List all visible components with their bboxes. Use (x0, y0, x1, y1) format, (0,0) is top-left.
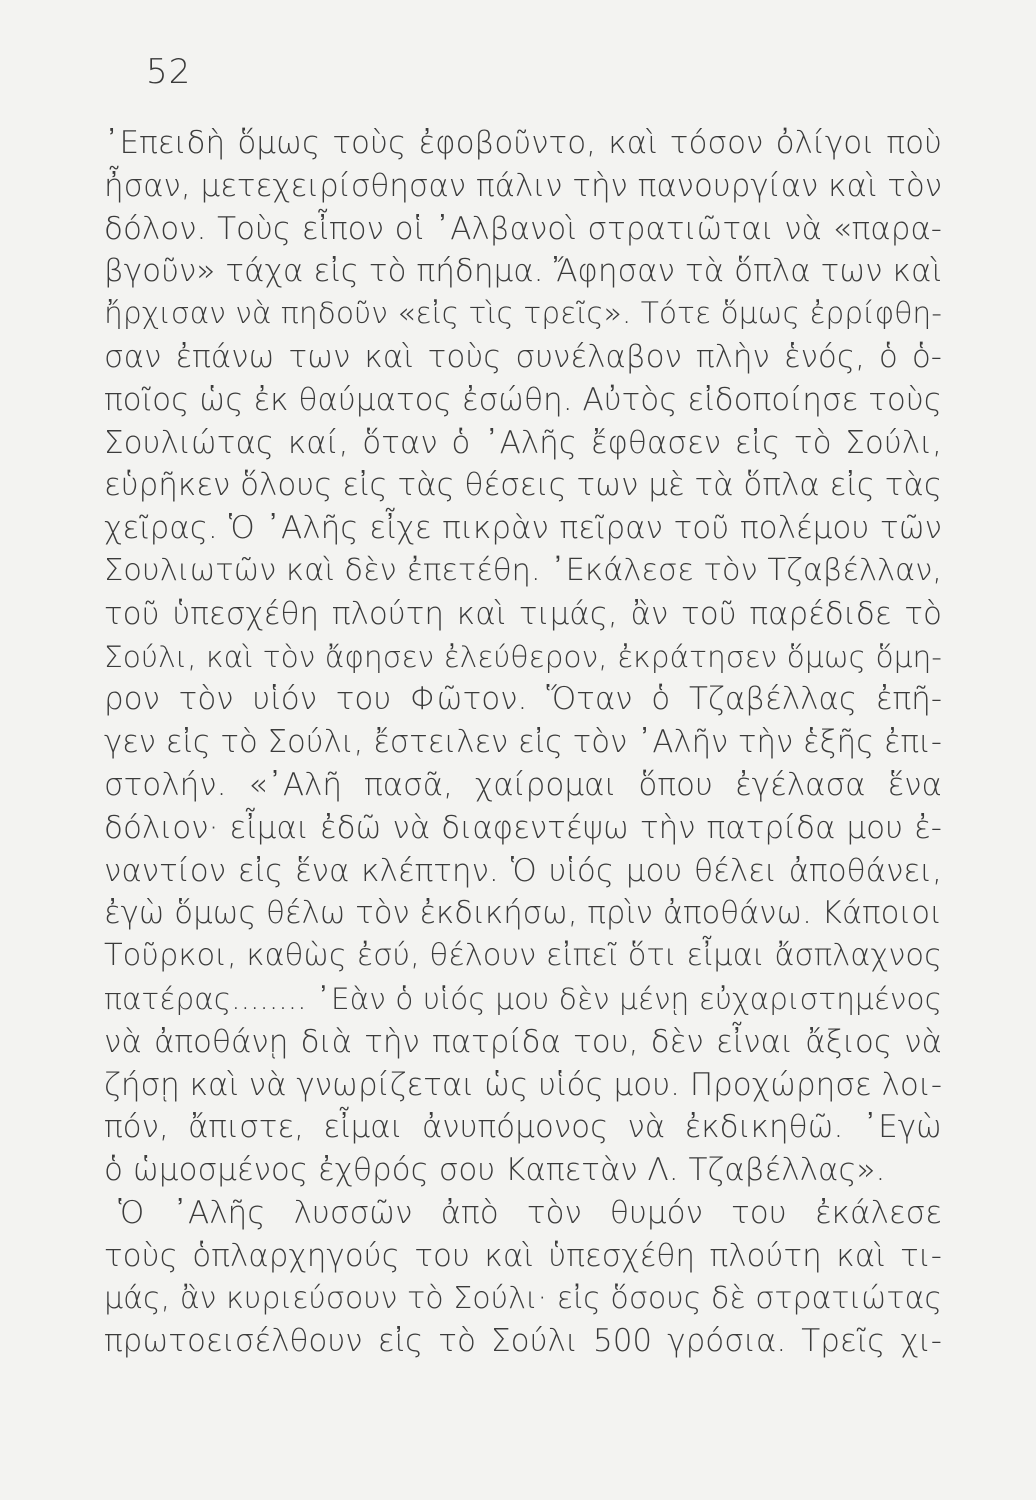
text-line: πόν, ἄπιστε, εἶμαι ἀνυπόμονος νὰ ἐκδικηθῶ. ᾿Εγὼ (104, 1109, 942, 1146)
text-line: ρον τὸν υἱόν του Φῶτον. Ὅταν ὁ Τζαβέλλας ἐπῆ- (104, 681, 942, 718)
text-line-paragraph-start: Ὁ ᾿Αλῆς λυσσῶν ἀπὸ τὸν θυμόν του ἐκάλεσε (118, 1194, 942, 1231)
text-line: ζήσῃ καὶ νὰ γνωρίζεται ὡς υἱός μου. Προχώρησε λοι- (104, 1066, 942, 1103)
text-line: ἐγὼ ὅμως θέλω τὸν ἐκδικήσω, πρὶν ἀποθάνω. Κάποιοι (104, 895, 942, 932)
text-line: Σούλι, καὶ τὸν ἄφησεν ἐλεύθερον, ἐκράτησεν ὅμως ὅμη- (104, 638, 942, 674)
text-line: τοὺς ὁπλαρχηγούς του καὶ ὑπεσχέθη πλούτη καὶ τι- (104, 1237, 942, 1274)
text-line: βγοῦν» τάχα εἰς τὸ πήδημα. Ἄφησαν τὰ ὅπλα των καὶ (104, 253, 942, 290)
text-line: δόλον. Τοὺς εἶπον οἱ ᾿Αλβανοὶ στρατιῶται νὰ «παρα- (104, 210, 942, 247)
text-line: Τοῦρκοι, καθὼς ἐσύ, θέλουν εἰπεῖ ὅτι εἶμαι ἄσπλαχνος (104, 938, 942, 974)
text-line: τοῦ ὑπεσχέθη πλούτη καὶ τιμάς, ἂν τοῦ παρέδιδε τὸ (104, 595, 942, 632)
text-line: νὰ ἀποθάνῃ διὰ τὴν πατρίδα του, δὲν εἶναι ἄξιος νὰ (104, 1023, 942, 1060)
text-line: Σουλιώτας καί, ὅταν ὁ ᾿Αλῆς ἔφθασεν εἰς τὸ Σούλι, (104, 424, 942, 461)
text-line: πατέρας........ ᾿Εὰν ὁ υἱός μου δὲν μένῃ εὐχαριστημένος (104, 980, 942, 1016)
text-line: ποῖος ὡς ἐκ θαύματος ἐσώθη. Αὐτὸς εἰδοποίησε τοὺς (104, 381, 942, 418)
text-line: Σουλιωτῶν καὶ δὲν ἐπετέθη. ᾿Εκάλεσε τὸν Τζαβέλλαν, (104, 552, 942, 588)
text-line: ὁ ὡμοσμένος ἐχθρός σου Καπετὰν Λ. Τζαβέλλας». (104, 1152, 886, 1189)
text-line: χεῖρας. Ὁ ᾿Αλῆς εἶχε πικρὰν πεῖραν τοῦ πολέμου τῶν (104, 510, 942, 547)
text-line: γεν εἰς τὸ Σούλι, ἔστειλεν εἰς τὸν ᾿Αλῆν τὴν ἑξῆς ἐπι- (104, 724, 942, 761)
text-line: εὑρῆκεν ὅλους εἰς τὰς θέσεις των μὲ τὰ ὅπλα εἰς τὰς (104, 467, 942, 504)
text-line: ᾿Επειδὴ ὅμως τοὺς ἐφοβοῦντο, καὶ τόσον ὀλίγοι ποὺ (104, 125, 942, 161)
text-line: ἤρχισαν νὰ πηδοῦν «εἰς τὶς τρεῖς». Τότε ὅμως ἐρρίφθη- (104, 296, 942, 332)
text-line: στολήν. «᾿Αλῆ πασᾶ, χαίρομαι ὅπου ἐγέλασα ἕνα (104, 766, 942, 803)
text-line: δόλιον· εἶμαι ἐδῶ νὰ διαφεντέψω τὴν πατρίδα μου ἐ- (104, 809, 942, 846)
body-text (104, 122, 942, 1363)
text-line: μάς, ἂν κυριεύσουν τὸ Σούλι· εἰς ὅσους δὲ στρατιώτας (104, 1280, 942, 1316)
text-line: ἦσαν, μετεχειρίσθησαν πάλιν τὴν πανουργίαν καὶ τὸν (104, 167, 942, 204)
text-line: σαν ἐπάνω των καὶ τοὺς συνέλαβον πλὴν ἑνός, ὁ ὁ- (104, 338, 942, 375)
text-line: πρωτοεισέλθουν εἰς τὸ Σούλι 500 γρόσια. Τρεῖς χι- (104, 1323, 942, 1360)
page-number: 52 (146, 52, 192, 92)
text-line: ναντίον εἰς ἕνα κλέπτην. Ὁ υἱός μου θέλει ἀποθάνει, (104, 852, 942, 889)
